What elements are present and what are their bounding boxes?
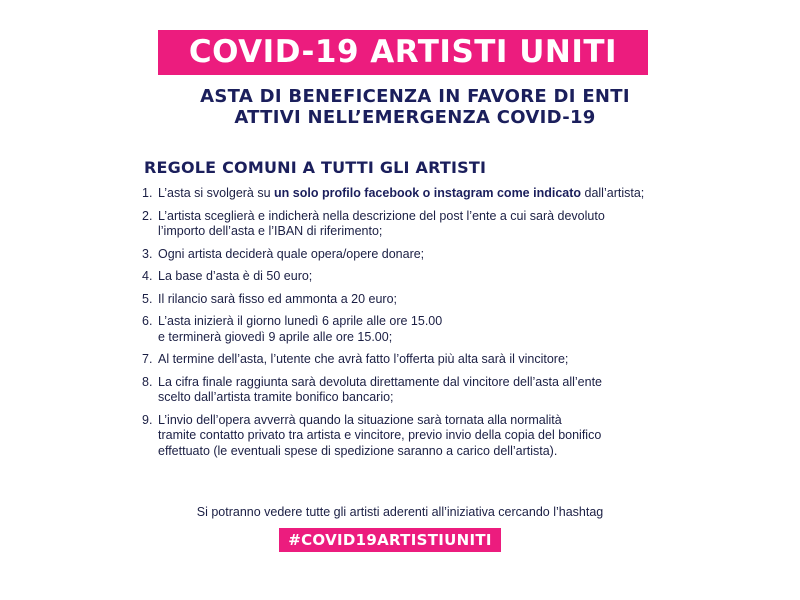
rule-number: 9.: [142, 412, 153, 427]
rule-text: [158, 352, 662, 368]
rule-item: [142, 186, 662, 202]
rule-item: [142, 314, 662, 345]
rule-text-bold: un solo profilo facebook o instagram come indicato: [274, 186, 582, 200]
rule-line: scelto dall’artista tramite bonifico bancario;: [158, 390, 394, 404]
subtitle-line-1: ASTA DI BENEFICENZA IN FAVORE DI ENTI: [200, 86, 630, 107]
rule-item: [142, 292, 662, 308]
hashtag-badge: #COVID19ARTISTIUNITI: [279, 528, 501, 552]
rule-line: l’importo dell’asta e l’IBAN di riferimento;: [158, 224, 383, 238]
rule-line: effettuato (le eventuali spese di spedizione saranno a carico dell’artista).: [158, 443, 558, 458]
rule-number: 6.: [142, 314, 153, 328]
rule-number: 4.: [142, 269, 153, 283]
rule-number: 2.: [142, 208, 153, 223]
rule-number: 3.: [142, 246, 153, 261]
rule-line: L’artista sceglierà e indicherà nella descrizione del post l’ente a cui sarà devoluto: [158, 208, 605, 223]
rule-number: 5.: [142, 291, 153, 306]
rule-number: 7.: [142, 352, 153, 366]
page-title: COVID-19 ARTISTI UNITI: [158, 30, 648, 75]
rule-line: L’invio dell’opera avverrà quando la situazione sarà tornata alla normalità: [158, 412, 562, 427]
rule-line: La base d’asta è di 50 euro;: [158, 269, 313, 283]
rule-text: [158, 375, 662, 406]
rule-item: [142, 269, 662, 285]
rule-item: [142, 352, 662, 368]
rule-line: e terminerà giovedì 9 aprile alle ore 15.00;: [158, 329, 393, 344]
rule-text: [158, 292, 662, 308]
rule-line: Il rilancio sarà fisso ed ammonta a 20 euro;: [158, 291, 398, 306]
rules-heading: REGOLE COMUNI A TUTTI GLI ARTISTI: [144, 158, 487, 177]
rule-line: tramite contatto privato tra artista e vincitore, previo invio della copia del bonifico: [158, 428, 602, 442]
rule-line: [158, 186, 662, 202]
rule-text: [158, 209, 662, 240]
rule-number: 8.: [142, 374, 153, 389]
rule-item: [142, 209, 662, 240]
rule-item: [142, 375, 662, 406]
rule-item: [142, 413, 662, 460]
rule-line: L’asta inizierà il giorno lunedì 6 aprile alle ore 15.00: [158, 314, 443, 328]
rule-text: [158, 247, 662, 263]
rule-text: [158, 269, 662, 285]
rule-text: [158, 413, 662, 460]
rule-line: La cifra finale raggiunta sarà devoluta direttamente dal vincitore dell’asta all’ente: [158, 374, 603, 389]
rule-line: Al termine dell’asta, l’utente che avrà fatto l’offerta più alta sarà il vincitore;: [158, 352, 569, 366]
rule-item: [142, 247, 662, 263]
rule-text: [158, 314, 662, 345]
rule-number: 1.: [142, 186, 153, 200]
rule-text-pre: L’asta si svolgerà su: [158, 186, 275, 200]
rule-line: Ogni artista deciderà quale opera/opere donare;: [158, 246, 425, 261]
rule-text-post: dall’artista;: [581, 186, 645, 200]
subtitle-line-2: ATTIVI NELL’EMERGENZA COVID-19: [234, 107, 596, 128]
subtitle: [150, 86, 680, 128]
rules-list: [142, 186, 662, 466]
footer-text: Si potranno vedere tutte gli artisti aderenti all’iniziativa cercando l’hashtag: [196, 505, 604, 519]
rule-text: [158, 186, 662, 202]
